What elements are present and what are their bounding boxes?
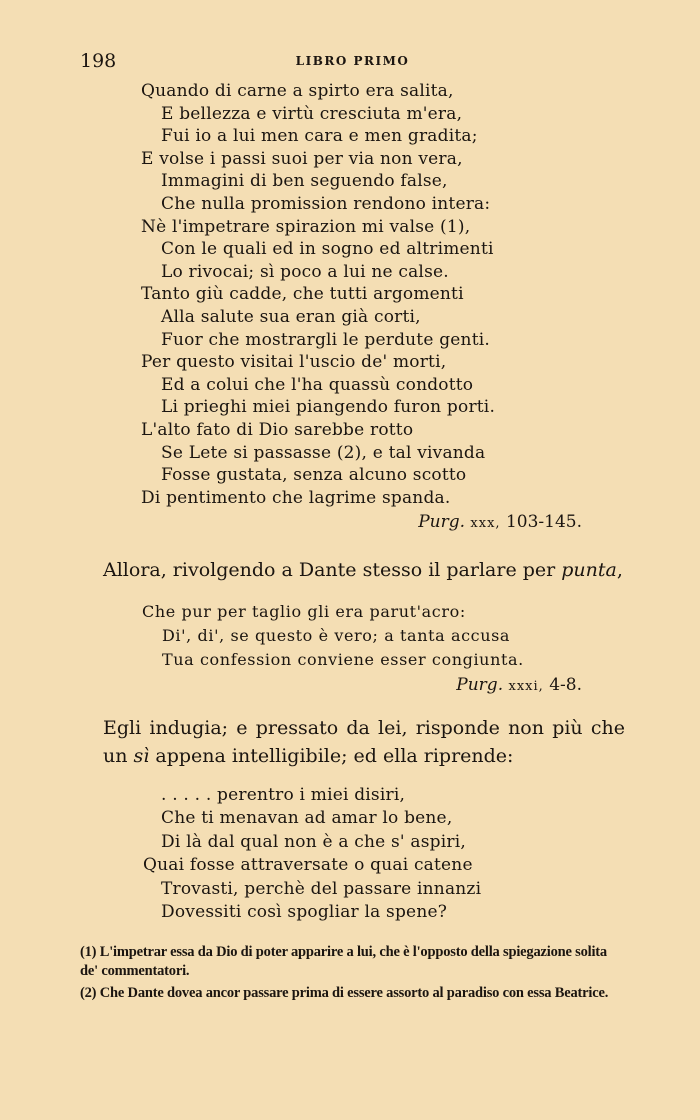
verse-line: L'alto fato di Dio sarebbe rotto [141, 419, 414, 440]
verse-line: Che nulla promission rendono intera: [161, 193, 491, 214]
verse-line: Quai fosse attraversate o quai catene [143, 855, 473, 876]
verse-line: Che pur per taglio gli era parut'acro: [142, 602, 466, 621]
verse-block-2 [142, 600, 524, 672]
footnotes [80, 943, 628, 1006]
prose-text: , [616, 559, 623, 581]
citation-verses: 103-145. [505, 512, 582, 532]
verse-line: Li prieghi miei piangendo furon porti. [161, 397, 496, 418]
prose-text: appena intelligibile; ed ella riprende: [149, 745, 514, 767]
verse-line: Immagini di ben seguendo false, [161, 171, 448, 192]
verse-line: E volse i passi suoi per via non vera, [141, 148, 463, 169]
verse-line: E bellezza e virtù cresciuta m'era, [161, 103, 463, 124]
citation-volume: xxxi, [508, 679, 544, 694]
page-header [80, 50, 625, 76]
verse-block-3 [143, 784, 482, 924]
verse-line: Di là dal qual non è a che s' aspiri, [161, 831, 466, 852]
citation-2 [456, 675, 582, 695]
prose-italic: sì [133, 745, 150, 767]
verse-line: Tanto giù cadde, che tutti argomenti [141, 284, 464, 305]
verse-line: Tua confession conviene esser congiunta. [162, 650, 524, 669]
verse-line: Fui io a lui men cara e men gradita; [161, 126, 478, 147]
verse-line: Alla salute sua eran già corti, [161, 306, 421, 327]
prose-paragraph-1 [103, 556, 625, 584]
citation-verses: 4-8. [549, 675, 582, 695]
prose-text: Egli indugia; e pressato da lei, risponde non più che un [103, 717, 625, 767]
verse-line: Quando di carne a spirto era salita, [141, 81, 454, 101]
prose-text: Allora, rivolgendo a Dante stesso il parlare per [103, 559, 562, 581]
footnote-marker: (2) [80, 985, 97, 1001]
verse-line: . . . . . perentro i miei disiri, [161, 785, 406, 805]
verse-line: Di pentimento che lagrime spanda. [141, 487, 451, 508]
footnote-1 [80, 943, 628, 981]
verse-line: Se Lete si passasse (2), e tal vivanda [161, 442, 486, 463]
verse-line: Fuor che mostrargli le perdute genti. [161, 329, 490, 350]
verse-line: Fosse gustata, senza alcuno scotto [161, 465, 467, 486]
verse-line: Nè l'impetrare spirazion mi valse (1), [141, 216, 471, 237]
verse-line: Dovessiti così spogliar la spene? [161, 901, 448, 922]
verse-line: Di', di', se questo è vero; a tanta accusa [162, 626, 511, 645]
footnote-text: Che Dante dovea ancor passare prima di essere assorto al paradiso con essa Beatrice. [99, 985, 609, 1001]
prose-italic: punta [561, 559, 617, 581]
running-title: LIBRO PRIMO [295, 54, 410, 68]
footnote-2 [80, 984, 628, 1003]
citation-1 [418, 512, 582, 532]
verse-block-1 [141, 80, 495, 509]
citation-work: Purg. [456, 675, 504, 695]
footnote-marker: (1) [80, 944, 97, 960]
page-number: 198 [80, 50, 117, 72]
footnote-text: L'impetrar essa da Dio di poter apparire a lui, che è l'opposto della spiegazione solita de' commentatori. [80, 944, 607, 979]
verse-line: Ed a colui che l'ha quassù condotto [161, 374, 474, 395]
verse-line: Trovasti, perchè del passare innanzi [161, 878, 482, 899]
citation-work: Purg. [418, 512, 465, 532]
citation-volume: xxx, [470, 516, 501, 531]
verse-line: Lo rivocai; sì poco a lui ne calse. [161, 261, 449, 282]
verse-line: Con le quali ed in sogno ed altrimenti [161, 239, 494, 260]
verse-line: Che ti menavan ad amar lo bene, [161, 808, 453, 829]
prose-paragraph-2 [103, 714, 625, 770]
verse-line: Per questo visitai l'uscio de' morti, [141, 352, 447, 373]
